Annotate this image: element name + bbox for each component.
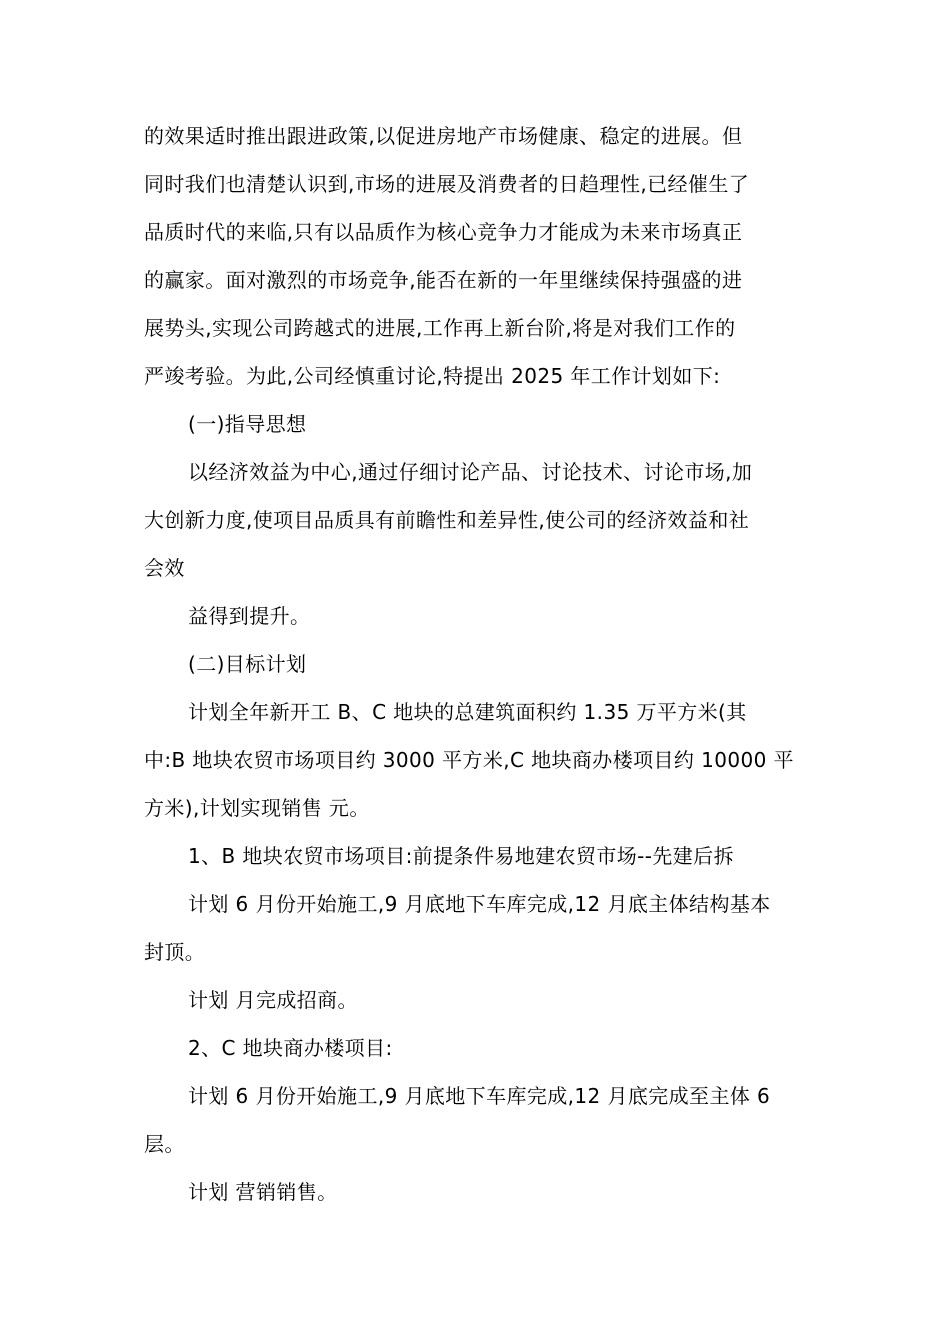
paragraph-continuation-line: 展势头,实现公司跨越式的进展,工作再上新台阶,将是对我们工作的 [144,316,736,340]
paragraph-continuation-line: 封顶。 [144,940,206,964]
paragraph-continuation-line: 品质时代的来临,只有以品质作为核心竞争力才能成为未来市场真正 [144,220,743,244]
paragraph-line: (二)目标计划 [188,652,307,676]
paragraph-line: 计划 6 月份开始施工,9 月底地下车库完成,12 月底完成至主体 6 [188,1084,771,1108]
paragraph-continuation-line: 层。 [144,1132,185,1156]
paragraph-continuation-line: 大创新力度,使项目品质具有前瞻性和差异性,使公司的经济效益和社 [144,508,750,532]
paragraph-continuation-line: 会效 [144,556,185,580]
paragraph-line: 益得到提升。 [188,604,311,628]
paragraph-line: 计划全年新开工 B、C 地块的总建筑面积约 1.35 万平方米(其 [188,700,747,724]
paragraph-continuation-line: 严竣考验。为此,公司经慎重讨论,特提出 2025 年工作计划如下: [144,364,721,388]
paragraph-line: 的效果适时推出跟进政策,以促进房地产市场健康、稳定的进展。但 [144,124,743,148]
paragraph-continuation-line: 同时我们也清楚认识到,市场的进展及消费者的日趋理性,已经催生了 [144,172,750,196]
paragraph-line: 计划 营销销售。 [188,1180,338,1204]
paragraph-line: 2、C 地块商办楼项目: [188,1036,393,1060]
paragraph-continuation-line: 方米),计划实现销售 元。 [144,796,370,820]
paragraph-line: (一)指导思想 [188,412,307,436]
paragraph-line: 计划 月完成招商。 [188,988,358,1012]
document-body [144,112,812,1216]
paragraph-line: 1、B 地块农贸市场项目:前提条件易地建农贸市场--先建后拆 [188,844,734,868]
paragraph-line: 计划 6 月份开始施工,9 月底地下车库完成,12 月底主体结构基本 [188,892,771,916]
paragraph-continuation-line: 的赢家。面对激烈的市场竞争,能否在新的一年里继续保持强盛的进 [144,268,743,292]
paragraph-continuation-line: 中:B 地块农贸市场项目约 3000 平方米,C 地块商办楼项目约 10000 平 [144,748,794,772]
paragraph-line: 以经济效益为中心,通过仔细讨论产品、讨论技术、讨论市场,加 [188,460,753,484]
